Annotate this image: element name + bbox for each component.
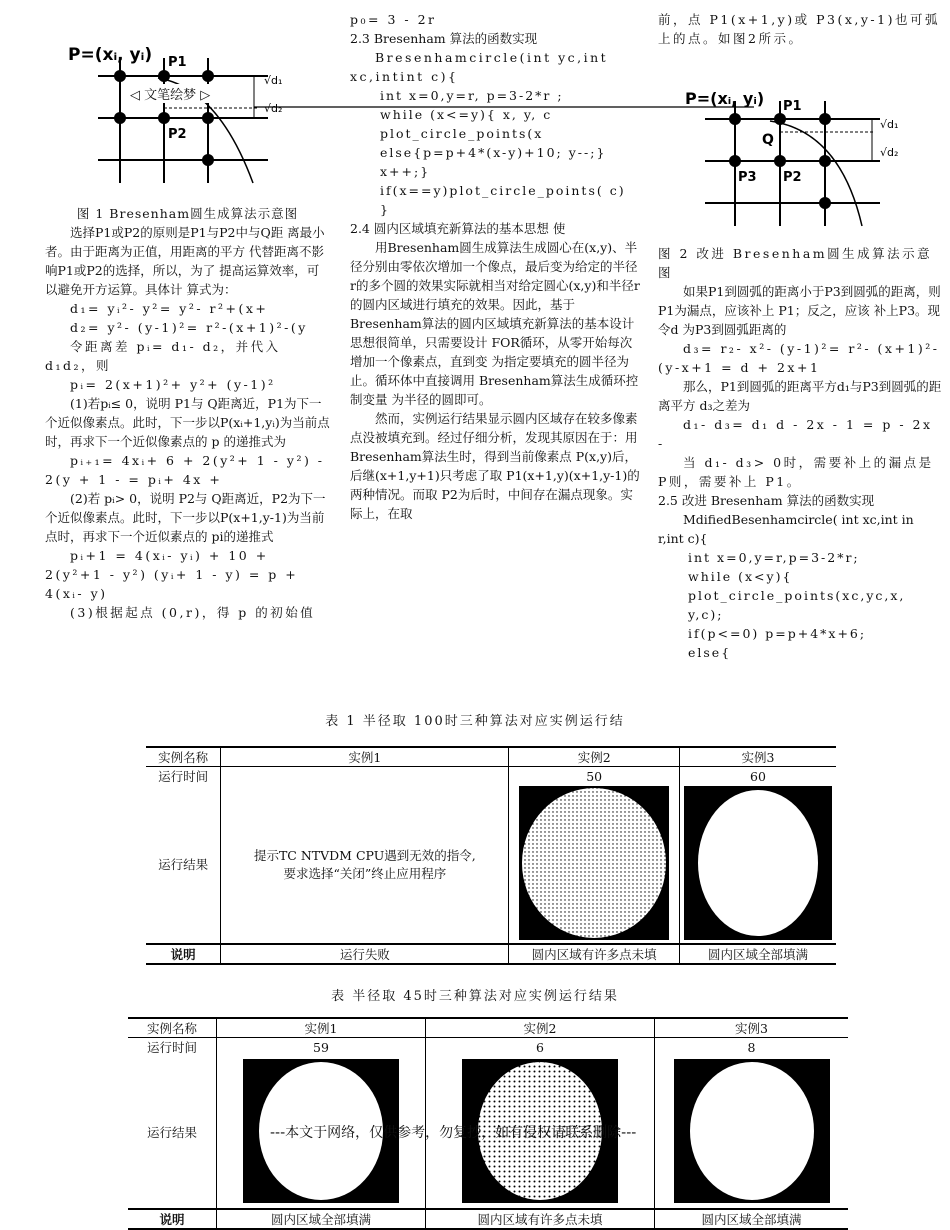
table-cell: 8	[655, 1038, 849, 1057]
code-line: if(x==y)plot_circle_points( c)	[380, 183, 626, 198]
table-header-cell: 实例3	[680, 747, 837, 767]
paragraph: 用Bresenham圆生成算法生成圆心在(x,y)、半径分别由零依次增加一个像点，最后变为给定的半径r的多个圆的效果实际就相当对给定圆心(x,y)和半径r的圆内区域进行填充的效果。因此，基于Bresenham算法的圆内区域填充新算法的基本设计思想很简单，只需要设计 FOR循环，从零开始每次增加一个像素点，直到变 为指定要填充的圆半径为止。循环体中直接调用 Bresenham算法生成循环控制变量 为半径的圆即可。	[350, 240, 640, 407]
table-cell: 圆内区域全部填满	[655, 1209, 849, 1229]
fig1-p-label: P=(xᵢ, yᵢ)	[68, 45, 153, 65]
column-1	[45, 204, 330, 622]
paragraph: 如果P1到圆弧的距离小于P3到圆弧的距离，则 P1为漏点，应该补上 P1；反之，应该 补上P3。现令d 为P3到圆弧距离的	[658, 284, 941, 337]
formula-line: pᵢ+1 = 4(xᵢ- yᵢ) + 10 + 2(y²+1 - y²) (yᵢ+ 1 - y) = p + 4(xᵢ- y)	[45, 548, 299, 601]
code-line: Bresenhamcircle(int yc,int xc,intint c){	[350, 50, 609, 84]
formula-line: 令距离差 pᵢ= d₁- d₂，并代入 d₁d₂，则	[45, 339, 281, 373]
table-row-label: 说明	[128, 1209, 217, 1229]
table-cell: 60	[680, 767, 837, 786]
fig1-d1-label: √d₁	[264, 74, 283, 87]
code-line: MdifiedBesenhamcircle( int xc,int in r,int c){	[658, 512, 914, 546]
figure-1-caption: 图 1 Bresenham圆生成算法示意图	[76, 206, 299, 221]
fig2-d2-label: √d₂	[880, 146, 899, 159]
overlay-arrow-label: ◁ 文笔绘梦 ▷	[130, 84, 210, 103]
paragraph: 那么，P1到圆弧的距离平方d₁与P3到圆弧的距离平方 d₃之差为	[658, 379, 942, 413]
table-header-cell: 实例2	[426, 1018, 655, 1038]
figure-2-diagram	[680, 86, 910, 236]
table-cell: 50	[509, 767, 680, 786]
paragraph: 当 d₁- d₃> 0时，需要补上的漏点是 P则，需要补上 P1。	[658, 455, 934, 489]
result-image-filled-circle	[674, 1059, 830, 1203]
table-cell	[221, 767, 509, 786]
table-2-caption: 表 半径取 45时三种算法对应实例运行结果	[331, 989, 619, 1004]
fig1-p2-label: P2	[168, 127, 187, 142]
table-1	[146, 746, 836, 965]
fig1-p1-label: P1	[168, 55, 187, 70]
paragraph: 前，点 P1(x+1,y)或 P3(x,y-1)也可弧上的点。如图2所示。	[658, 12, 940, 46]
table-cell	[680, 785, 837, 944]
table-cell: 运行失败	[221, 944, 509, 964]
formula-line: pᵢ₊₁= 4xᵢ+ 6 + 2(y²+ 1 - y²) - 2(y + 1 - = pᵢ+ 4x +	[45, 453, 325, 487]
paragraph: 选择P1或P2的原则是P1与P2中与Q距 离最小者。由于距离为正值，用距离的平方 代替距离不影响P1或P2的选择，所以，为了 提高运算效率，可以避免开方运算。具体计 算式为：	[45, 225, 325, 297]
table-cell: 圆内区域全部填满	[217, 1209, 426, 1229]
table-header-cell: 实例1	[217, 1018, 426, 1038]
formula-line: d₃= r₂- x²- (y-1)²= r²- (x+1)²- (y-x+1 = d + 2x+1	[658, 341, 940, 375]
formula-line: d₁- d₃= d₁ d - 2x - 1 = p - 2x -	[658, 417, 933, 451]
table-row-label: 运行结果	[128, 1056, 217, 1209]
table-row-label: 运行时间	[128, 1038, 217, 1057]
error-message-line: 提示TC NTVDM CPU遇到无效的指令,	[253, 848, 476, 863]
table-row-label: 运行结果	[146, 785, 221, 944]
table-cell	[655, 1056, 849, 1209]
watermark-disclaimer: ---本文于网络，仅供参考，勿复抄，如有侵权请联系删除---	[270, 1125, 637, 1141]
table-cell	[509, 785, 680, 944]
table-cell: 6	[426, 1038, 655, 1057]
figure-1-diagram	[68, 38, 308, 188]
code-line: else{	[688, 645, 732, 660]
fig2-q-label: Q	[762, 132, 774, 148]
code-line: int x=0,y=r, p=3-2*r ;	[380, 88, 564, 103]
paragraph: (2)若 pᵢ> 0，说明 P2与 Q距离近，P2为下一个近似像素点。此时，下一步以P(x+1,y-1)为当前点时，再求下一个近似素点的 pi的递推式	[45, 491, 326, 544]
result-image-filled-circle	[684, 786, 832, 940]
table-cell: 59	[217, 1038, 426, 1057]
table-header-cell: 实例名称	[128, 1018, 217, 1038]
fig2-p3-label: P3	[738, 170, 757, 185]
table-row-label: 运行时间	[146, 767, 221, 786]
fig2-p-label: P=(xᵢ, yᵢ)	[685, 89, 765, 108]
code-line: plot_circle_points(xc,yc,x, y,c);	[688, 588, 906, 622]
formula-line: p₀= 3 - 2r	[350, 12, 437, 27]
formula-line: d₂= y²- (y-1)²= r²-(x+1)²-(y	[70, 320, 308, 335]
code-line: plot_circle_points(x	[380, 126, 544, 141]
column-3-body	[658, 244, 943, 662]
code-line: while (x<y){	[688, 569, 793, 584]
table-cell	[221, 785, 509, 944]
table-cell: 圆内区域有许多点未填	[426, 1209, 655, 1229]
paragraph: (3)根据起点 (0,r)，得 p 的初始值	[70, 605, 316, 620]
table-header-cell: 实例1	[221, 747, 509, 767]
section-heading: 2.3 Bresenham 算法的函数实现	[350, 31, 538, 46]
code-line: x++;}	[380, 164, 431, 179]
formula-line: pᵢ= 2(x+1)²+ y²+ (y-1)²	[70, 377, 276, 392]
paragraph: 然而，实例运行结果显示圆内区域存在较多像素点没被填充到。经过仔细分析，发现其原因在于：用Bresenham算法生时，得到当前像素点 P(x,y)后，后继(x+1,y+1)只考虑了取 P1(x+1,y)(x+1,y-1)的两种情况。而取 P2为后时，中间存在漏点现象。实际上，在取	[350, 411, 640, 521]
table-cell: 圆内区域全部填满	[680, 944, 837, 964]
table-1-caption: 表 1 半径取 100时三种算法对应实例运行结	[325, 714, 625, 729]
fig1-d2-label: √d₂	[264, 102, 283, 115]
code-line: int x=0,y=r,p=3-2*r;	[688, 550, 860, 565]
fig2-p2-label: P2	[783, 170, 802, 185]
formula-line: d₁= yᵢ²- y²= y²- r²+(x+	[70, 301, 269, 316]
fig2-p1-label: P1	[783, 99, 802, 114]
table-row-label: 说明	[146, 944, 221, 964]
column-2	[350, 10, 640, 523]
table-header-cell: 实例名称	[146, 747, 221, 767]
figure-2-caption: 图 2 改进 Bresenham圆生成算法示意图	[658, 246, 933, 280]
column-3	[658, 10, 943, 48]
code-line: if(p<=0) p=p+4*x+6;	[688, 626, 867, 641]
error-message-line: 要求选择“关闭”终止应用程序	[283, 866, 447, 881]
section-heading: 2.5 改进 Bresenham 算法的函数实现	[658, 493, 875, 508]
fig2-d1-label: √d₁	[880, 118, 899, 131]
result-image-dotted-circle	[519, 786, 669, 940]
section-heading: 2.4 圆内区域填充新算法的基本思想 使	[350, 221, 566, 236]
table-header-cell: 实例3	[655, 1018, 849, 1038]
table-cell: 圆内区域有许多点未填	[509, 944, 680, 964]
table-header-cell: 实例2	[509, 747, 680, 767]
paragraph: (1)若pᵢ≤ 0，说明 P1与 Q距离近，P1为下一个近似像素点。此时，下一步以P(xᵢ+1,yᵢ)为当前点时，再求下一个近似像素点的 p 的递推式为	[45, 396, 330, 449]
code-line: else{p=p+4*(x-y)+10; y--;}	[380, 145, 607, 160]
code-line: while (x<=y){ x, y, c	[380, 107, 553, 122]
code-line: }	[380, 202, 390, 217]
